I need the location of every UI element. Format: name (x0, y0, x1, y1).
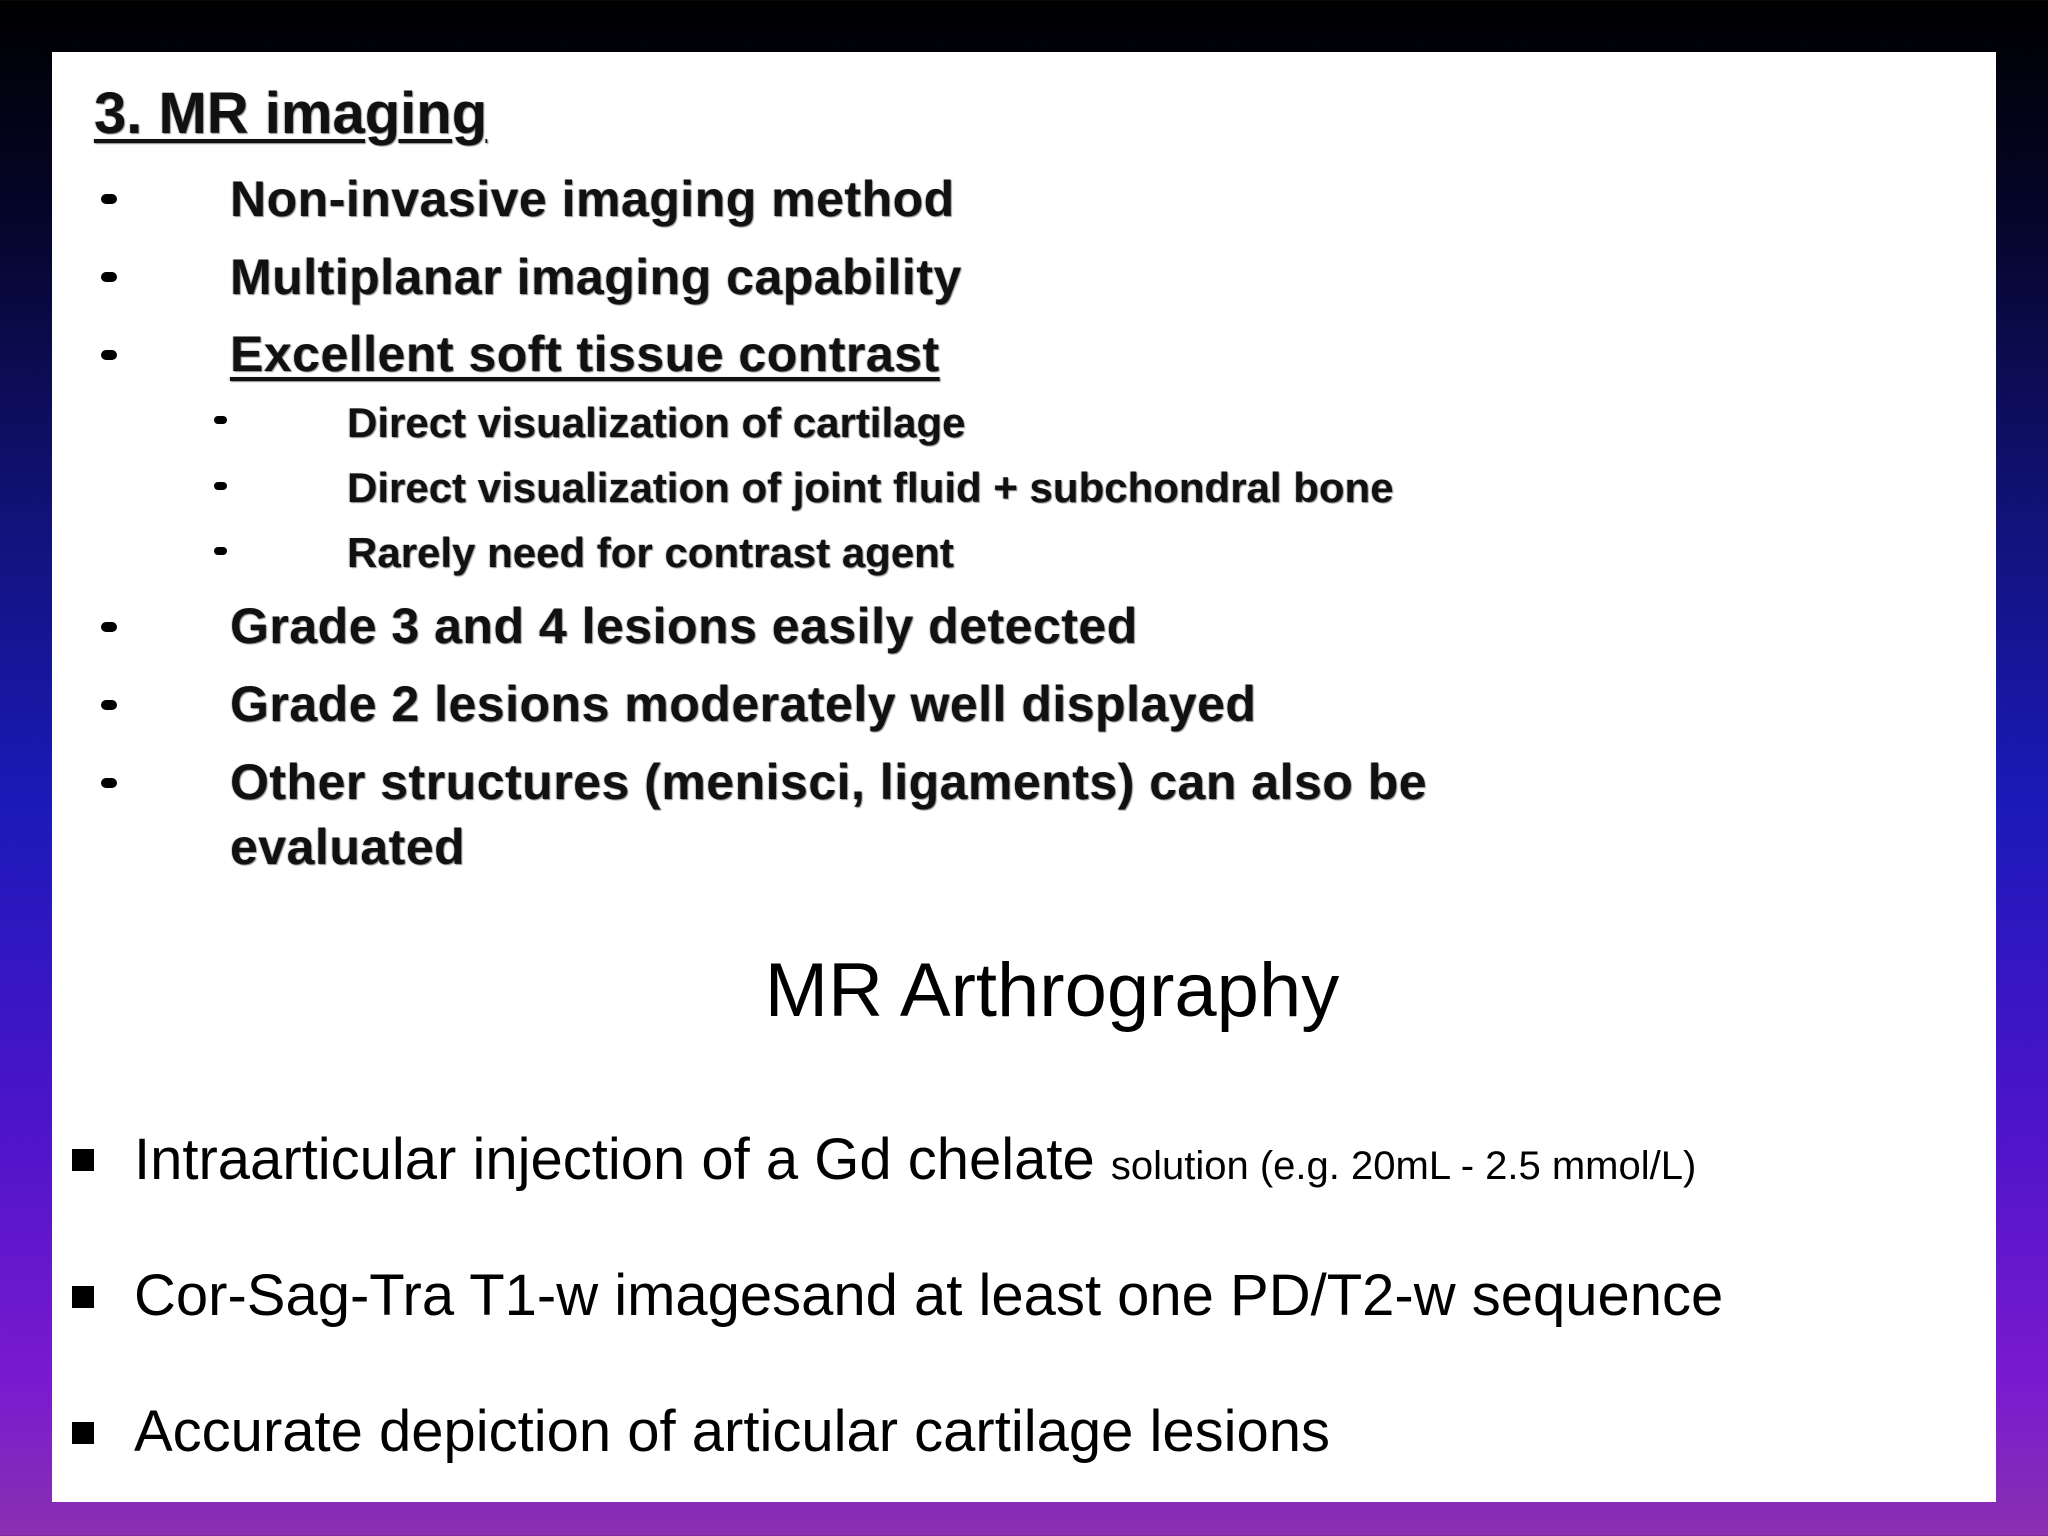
point-main-text: Intraarticular injection of a Gd chelate (134, 1127, 1095, 1192)
sub-bullet-dot (214, 416, 227, 424)
bullet-dot (101, 272, 117, 282)
bullet-item: Multiplanar imaging capability (230, 249, 962, 305)
sub-bullet-item: Direct visualization of joint fluid + subchondral bone (347, 464, 1394, 511)
bullet-item-continuation: evaluated (230, 819, 466, 875)
bullet-item: Non-invasive imaging method (230, 171, 955, 227)
bullet-dot (101, 778, 117, 788)
sub-bullet-item: Rarely need for contrast agent (347, 529, 954, 576)
slide-title: MR Arthrography (764, 948, 1340, 1033)
square-bullet (72, 1422, 94, 1444)
point-item (134, 1126, 1696, 1193)
sub-bullet-dot (214, 547, 227, 555)
bullet-item: Grade 2 lesions moderately well displayed (230, 676, 1257, 732)
point-small-text: solution (e.g. 20mL - 2.5 mmol/L) (1110, 1144, 1697, 1188)
square-bullet (72, 1149, 94, 1171)
slide-canvas (52, 52, 1996, 1502)
point-item: Cor-Sag-Tra T1-w imagesand at least one PD/T2-w sequence (134, 1263, 1724, 1328)
sub-bullet-item: Direct visualization of cartilage (347, 399, 966, 446)
bullet-dot (101, 700, 117, 710)
bullet-item: Grade 3 and 4 lesions easily detected (230, 598, 1138, 654)
bullet-item: Excellent soft tissue contrast (230, 326, 940, 382)
bullet-item: Other structures (menisci, ligaments) can also be (230, 754, 1428, 810)
bullet-dot (101, 350, 117, 360)
sub-bullet-dot (214, 482, 227, 490)
point-item: Accurate depiction of articular cartilage lesions (134, 1399, 1331, 1464)
square-bullet (72, 1286, 94, 1308)
bullet-dot (101, 194, 117, 204)
bullet-dot (101, 622, 117, 632)
section-heading: 3. MR imaging (94, 81, 488, 146)
